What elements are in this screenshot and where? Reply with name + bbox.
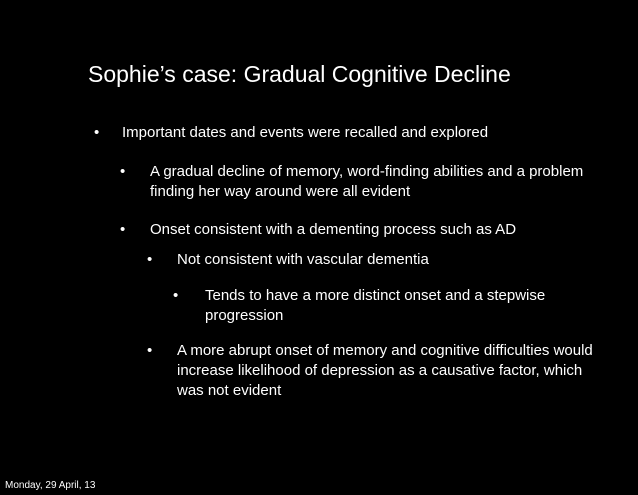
bullet-level-2: [120, 220, 590, 240]
bullet-dot-icon: •: [94, 124, 100, 141]
footer-date: Monday, 29 April, 13: [5, 480, 96, 491]
bullet-level-3: [147, 250, 597, 270]
bullet-level-4: [173, 286, 605, 326]
bullet-dot-icon: •: [147, 342, 153, 359]
bullet-text: Important dates and events were recalled and explored: [122, 124, 489, 141]
bullet-level-3: [147, 341, 597, 401]
bullet-dot-icon: •: [147, 251, 153, 268]
bullet-text: Not consistent with vascular dementia: [177, 251, 429, 268]
bullet-text: A gradual decline of memory, word-finding abilities and a problem finding her way around were all evident: [150, 163, 584, 200]
bullet-level-1: [94, 123, 622, 143]
bullet-dot-icon: •: [120, 221, 126, 238]
bullet-text: Tends to have a more distinct onset and a stepwise progression: [205, 287, 546, 324]
bullet-text: Onset consistent with a dementing process such as AD: [150, 221, 517, 238]
bullet-dot-icon: •: [173, 287, 179, 304]
slide-title: Sophie’s case: Gradual Cognitive Decline: [88, 61, 511, 87]
bullet-level-2: [120, 162, 590, 202]
bullet-text: A more abrupt onset of memory and cognitive difficulties would increase likelihood of depression as a causative factor, which was not evident: [177, 342, 593, 399]
bullet-dot-icon: •: [120, 163, 126, 180]
